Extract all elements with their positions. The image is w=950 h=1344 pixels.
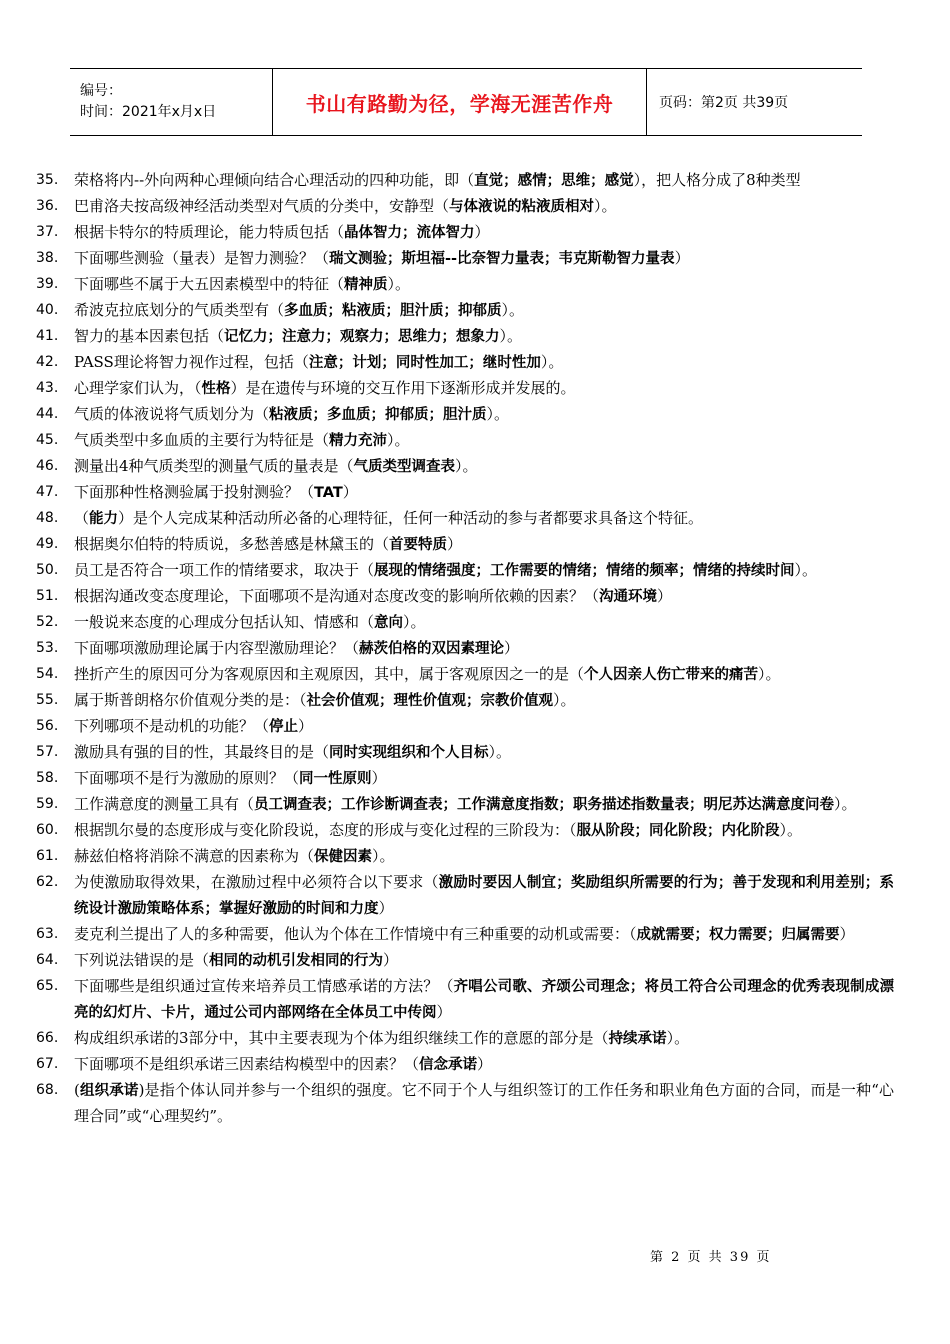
item-text [74,402,894,428]
item-number: 57. [36,744,59,760]
item-text [74,662,894,688]
header-motto: 书山有路勤为径，学海无涯苦作舟 [305,91,614,116]
list-item [36,246,894,272]
item-text [74,194,894,220]
item-answer: TAT [314,485,343,501]
item-number: 58. [36,770,59,786]
item-question-text: 巴甫洛夫按高级神经活动类型对气质的分类中，安静型（ [74,197,450,215]
item-question-text: 挫折产生的原因可分为客观原因和主观原因，其中，属于客观原因之一的是（ [74,665,585,683]
item-question-text: ）。 [455,457,478,475]
list-item [36,298,894,324]
item-question-text: 工作满意度的测量工具有（ [74,795,255,813]
item-text [74,532,894,558]
item-answer: 精神质 [344,277,388,293]
item-answer: 晶体智力；流体智力 [344,225,475,241]
item-answer: 气质类型调查表 [353,459,456,475]
item-number: 45. [36,432,59,448]
list-item [36,480,894,506]
page-header [70,68,862,136]
item-answer: 同时实现组织和个人目标 [329,745,489,761]
item-number: 37. [36,224,59,240]
item-question-text: ） [436,1003,452,1021]
item-question-text: ） [342,483,358,501]
item-number: 43. [36,380,59,396]
list-item [36,844,894,870]
item-question-text: 麦克利兰提出了人的多种需要，他认为个体在工作情境中有三种重要的动机或需要：（ [74,925,637,943]
item-answer: 直觉；感情；思维；感觉 [474,173,634,189]
item-number: 48. [36,510,59,526]
header-page-label: 页码：第2页 共39页 [659,95,789,111]
item-text [74,584,894,610]
item-question-text: ）。 [372,847,395,865]
item-answer: 首要特质 [389,537,448,553]
item-question-text: 根据卡特尔的特质理论，能力特质包括（ [74,223,345,241]
item-answer: 注意；计划；同时性加工；继时性加 [308,355,541,371]
item-question-text: 气质类型中多血质的主要行为特征是（ [74,431,330,449]
item-number: 53. [36,640,59,656]
item-answer: 保健因素 [314,849,373,865]
item-question-text: ）。 [488,743,512,761]
item-text [74,454,894,480]
item-number: 63. [36,926,59,942]
item-question-text: 一般说来态度的心理成分包括认知、情感和（ [74,613,375,631]
doc-number-label: 编号： [80,83,122,99]
item-question-text: ）。 [403,613,426,631]
item-question-text: 根据奥尔伯特的特质说，多愁善感是林黛玉的（ [74,535,390,553]
item-answer: 记忆力；注意力；观察力；思维力；想象力 [224,329,500,345]
list-item [36,948,894,974]
list-item [36,558,894,584]
header-motto-cell [273,69,647,135]
list-item [36,740,894,766]
item-question-text: ）。 [779,821,803,839]
list-item [36,714,894,740]
list-item [36,506,894,532]
item-question-text: 为使激励取得效果，在激励过程中必须符合以下要求（ [74,873,439,891]
list-item [36,1078,894,1129]
item-number: 62. [36,874,59,890]
item-question-text: ）。 [553,691,576,709]
item-number: 35. [36,172,59,188]
item-question-text: 下面哪项不是行为激励的原则？（ [74,769,300,787]
item-question-text: 赫兹伯格将消除不满意的因素称为（ [74,847,315,865]
item-answer: 能力 [89,511,119,527]
item-text [74,1052,894,1078]
list-item [36,194,894,220]
item-number: 54. [36,666,59,682]
item-text [74,870,894,922]
item-answer: 多血质；粘液质；胆汁质；抑郁质 [284,303,502,319]
item-answer: 社会价值观；理性价值观；宗教价值观 [306,693,554,709]
item-answer: 齐唱公司歌、齐颂公司理念；将员工符合公司理念的优秀表现制成漂亮的幻灯片、卡片，通过公司内部网络在全体员工中传阅 [74,979,894,1021]
list-item [36,532,894,558]
item-question-text: ）。 [486,405,510,423]
item-question-text: ） [839,925,855,943]
item-answer: 相同的动机引发相同的行为 [209,953,384,969]
list-item [36,610,894,636]
item-question-text: ） [298,717,314,735]
item-question-text: ） [474,223,490,241]
item-text [74,480,894,506]
list-item [36,922,894,948]
item-text [74,818,894,844]
item-text [74,168,894,194]
item-number: 44. [36,406,59,422]
item-question-text: （ [74,509,90,527]
item-question-text: 根据凯尔曼的态度形成与变化阶段说，态度的形成与变化过程的三阶段为：（ [74,821,577,839]
list-item [36,1026,894,1052]
item-question-text: ） [504,639,520,657]
item-number: 41. [36,328,59,344]
item-question-text: ） [378,899,394,917]
item-question-text: 员工是否符合一项工作的情绪要求，取决于（ [74,561,375,579]
item-number: 64. [36,952,59,968]
item-answer: 性格 [201,381,231,397]
item-text [74,506,894,532]
item-question-text: ）。 [540,353,564,371]
list-item [36,428,894,454]
item-question-text: ）是在遗传与环境的交互作用下逐渐形成并发展的。 [230,379,576,397]
item-number: 61. [36,848,59,864]
item-question-text: 下面哪项激励理论属于内容型激励理论？（ [74,639,360,657]
header-meta [70,69,273,135]
item-text [74,792,894,818]
item-number: 60. [36,822,59,838]
item-question-text: ）。 [834,795,857,813]
item-text [74,376,894,402]
item-answer: 赫茨伯格的双因素理论 [359,641,505,657]
item-number: 36. [36,198,59,214]
item-number: 50. [36,562,59,578]
item-answer: 沟通环境 [599,589,658,605]
list-item [36,350,894,376]
list-item [36,792,894,818]
item-question-text: ）。 [794,561,818,579]
list-item [36,636,894,662]
item-number: 42. [36,354,59,370]
item-text [74,298,894,324]
item-question-text: ）。 [387,431,410,449]
item-text [74,558,894,584]
item-text [74,766,894,792]
item-question-text: 心理学家们认为，（ [74,379,202,397]
item-question-text: ） [447,535,463,553]
item-answer: 持续承诺 [608,1031,667,1047]
list-item [36,870,894,922]
item-answer: 精力充沛 [329,433,388,449]
item-number: 59. [36,796,59,812]
item-question-text: ） [383,951,399,969]
item-text [74,1026,894,1052]
item-question-text: ）。 [387,275,411,293]
list-item [36,584,894,610]
item-answer: 瑞文测验；斯坦福--比奈智力量表；韦克斯勒智力量表 [329,251,675,267]
item-question-text: 测量出4种气质类型的测量气质的量表是（ [74,457,354,475]
item-text [74,922,894,948]
item-question-text: 下面哪些测验（量表）是智力测验？（ [74,249,330,267]
question-list [36,168,894,1129]
list-item [36,974,894,1026]
item-question-text: 希波克拉底划分的气质类型有（ [74,301,285,319]
item-text [74,948,894,974]
item-text [74,974,894,1026]
item-question-text: 气质的体液说将气质划分为（ [74,405,270,423]
list-item [36,376,894,402]
list-item [36,818,894,844]
item-answer: 激励时要因人制宜；奖励组织所需要的行为；善于发现和利用差别；系统设计激励策略体系；掌握好激励的时间和力度 [74,875,894,917]
item-answer: 停止 [269,719,299,735]
list-item [36,220,894,246]
item-text [74,1078,894,1129]
list-item [36,454,894,480]
item-answer: 成就需要；权力需要；归属需要 [636,927,840,943]
item-answer: 同一性原则 [299,771,372,787]
list-item [36,688,894,714]
item-answer: 信念承诺 [419,1057,478,1073]
item-number: 66. [36,1030,59,1046]
item-text [74,428,894,454]
item-question-text: ）。 [758,665,781,683]
list-item [36,766,894,792]
item-question-text: 构成组织承诺的3部分中，其中主要表现为个体为组织继续工作的意愿的部分是（ [74,1029,609,1047]
item-answer: 员工调查表；工作诊断调查表；工作满意度指数；职务描述指数量表；明尼苏达满意度问卷 [254,797,835,813]
item-question-text: 激励具有强的目的性，其最终目的是（ [74,743,330,761]
list-item [36,272,894,298]
item-question-text: 智力的基本因素包括（ [74,327,225,345]
item-question-text: ） [674,249,690,267]
item-number: 68. [36,1082,59,1098]
item-text [74,740,894,766]
doc-time-label: 时间：2021年x月x日 [80,104,217,120]
item-answer: 展现的情绪强度；工作需要的情绪；情绪的频率；情绪的持续时间 [374,563,795,579]
item-text [74,610,894,636]
item-text [74,636,894,662]
item-question-text: ）。 [499,327,523,345]
item-question-text: 下面哪些是组织通过宣传来培养员工情感承诺的方法？（ [74,977,454,995]
item-question-text: 属于斯普朗格尔价值观分类的是：（ [74,691,307,709]
item-number: 38. [36,250,59,266]
item-number: 65. [36,978,59,994]
item-answer: 服从阶段；同化阶段；内化阶段 [576,823,780,839]
item-number: 40. [36,302,59,318]
item-question-text: 下列说法错误的是（ [74,951,210,969]
page-footer: 第 2 页 共 39 页 [650,1250,772,1265]
item-question-text: )是指个体认同并参与一个组织的强度。它不同于个人与组织签订的工作任务和职业角色方面的合同，而是一种“心理合同”或“心理契约”。 [74,1081,895,1125]
item-question-text: 下面哪些不属于大五因素模型中的特征（ [74,275,345,293]
item-question-text: 根据沟通改变态度理论，下面哪项不是沟通对态度改变的影响所依赖的因素？（ [74,587,600,605]
list-item [36,402,894,428]
item-question-text: ），把人格分成了8种类型 [633,171,801,189]
item-number: 56. [36,718,59,734]
item-question-text: ( [74,1081,80,1099]
item-text [74,246,894,272]
item-text [74,688,894,714]
item-number: 46. [36,458,59,474]
list-item [36,662,894,688]
item-answer: 粘液质；多血质；抑郁质；胆汁质 [269,407,487,423]
list-item [36,324,894,350]
item-question-text: 下列哪项不是动机的功能？（ [74,717,270,735]
item-question-text: ）。 [594,197,617,215]
item-text [74,350,894,376]
item-answer: 意向 [374,615,404,631]
list-item [36,1052,894,1078]
item-number: 52. [36,614,59,630]
item-answer: 与体液说的粘液质相对 [449,199,595,215]
item-text [74,714,894,740]
item-question-text: PASS理论将智力视作过程，包括（ [74,353,309,371]
header-page-cell [647,69,862,135]
item-question-text: 下面那种性格测验属于投射测验？（ [74,483,315,501]
item-question-text: 荣格将内--外向两种心理倾向结合心理活动的四种功能，即（ [74,171,475,189]
item-question-text: 下面哪项不是组织承诺三因素结构模型中的因素？（ [74,1055,420,1073]
item-number: 39. [36,276,59,292]
item-number: 49. [36,536,59,552]
item-number: 47. [36,484,59,500]
item-question-text: ）是个人完成某种活动所必备的心理特征，任何一种活动的参与者都要求具备这个特征。 [118,509,704,527]
item-answer: 组织承诺 [79,1083,139,1099]
item-question-text: ） [371,769,387,787]
item-question-text: ） [477,1055,493,1073]
item-question-text: ） [657,587,673,605]
item-text [74,220,894,246]
item-text [74,844,894,870]
item-number: 55. [36,692,59,708]
list-item [36,168,894,194]
item-answer: 个人因亲人伤亡带来的痛苦 [584,667,759,683]
item-question-text: ）。 [501,301,525,319]
item-number: 51. [36,588,59,604]
item-question-text: ）。 [666,1029,690,1047]
item-number: 67. [36,1056,59,1072]
item-text [74,272,894,298]
item-text [74,324,894,350]
